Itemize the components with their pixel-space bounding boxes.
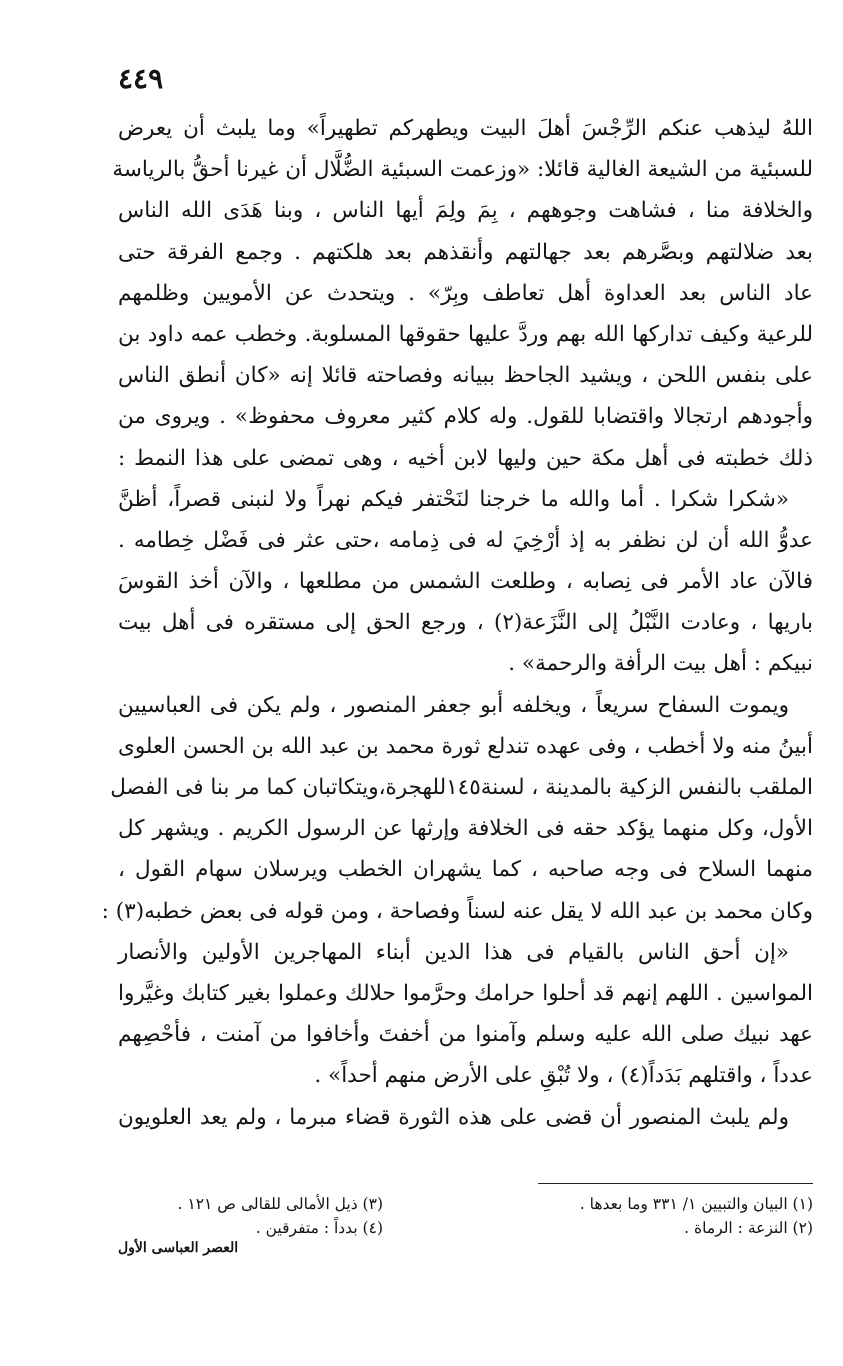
- text-line: وأجودهم ارتجالا واقتضابا للقول. وله كلام كثير معروف محفوظ» . ويروى من: [118, 404, 813, 430]
- text-line: للرعية وكيف تداركها الله بهم وردَّ عليها حقوقها المسلوبة. وخطب عمه داود بن: [118, 321, 813, 347]
- text-line: منهما السلاح فى وجه صاحبه ، كما يشهران الخطب ويرسلان سهام القول ،: [118, 857, 813, 883]
- text-line: على بنفس اللحن ، ويشيد الجاحظ ببيانه وفصاحته قائلا إنه «كان أنطق الناس: [118, 363, 813, 389]
- text-line: للسبئية من الشيعة الغالية قائلا: «وزعمت السبئية الضُّلَّال أن غيرنا أحقُّ بالرياسة: [112, 157, 813, 183]
- quote-line: عدداً ، واقتلهم بَدَداً(٤) ، ولا تُبْقِ على الأرض منهم أحداً» .: [314, 1063, 813, 1089]
- quote-line: عهد نبيك صلى الله عليه وسلم وآمنوا من أخفتَ وأخافوا من آمنت ، فأحْصِهم: [118, 1022, 813, 1048]
- footnote-4: (٤) بدداً : متفرقين .: [255, 1219, 383, 1237]
- quote-line: فالآن عاد الأمر فى نِصابه ، وطلعت الشمس من مطلعها ، والآن أخذ القوسَ: [118, 569, 813, 595]
- text-line: بعد ضلالتهم وبصَّرهم بعد جهالتهم وأنقذهم بعد هلكتهم . وجمع الفرقة حتى: [118, 239, 813, 265]
- quote-line: عدوُّ الله أن لن نظفر به إذ أرْخِيَ له فى ذِمامه ،حتى عثر فى فَضْل خِطامه .: [118, 527, 813, 553]
- text-line: ويموت السفاح سريعاً ، ويخلفه أبو جعفر المنصور ، ولم يكن فى العباسيين: [118, 692, 789, 718]
- page-number: ٤٤٩: [118, 62, 164, 95]
- footnote-3: (٣) ذيل الأمالى للقالى ص ١٢١ .: [177, 1195, 383, 1213]
- footnote-1: (١) البيان والتبيين ١/ ٣٣١ وما بعدها .: [579, 1195, 813, 1213]
- body-text: [101, 108, 813, 1138]
- text-line: وكان محمد بن عبد الله لا يقل عنه لسناً وفصاحة ، ومن قوله فى بعض خطبه(٣) :: [101, 898, 813, 924]
- text-line: الملقب بالنفس الزكية بالمدينة ، لسنة١٤٥للهجرة،ويتكاتبان كما مر بنا فى الفصل: [110, 775, 813, 800]
- quote-line: المواسين . اللهم إنهم قد أحلوا حرامك وحرَّموا حلالك وعملوا بغير كتابك وغيَّروا: [118, 980, 813, 1006]
- text-line: عاد الناس بعد العداوة أهل تعاطف وبِرّ» . ويتحدث عن الأمويين وظلمهم: [118, 280, 813, 306]
- text-line: اللهُ ليذهب عنكم الرِّجْسَ أهلَ البيت ويطهركم تطهيراً» وما يلبث أن يعرض: [118, 116, 813, 141]
- footnote-divider: [538, 1183, 813, 1184]
- text-line: أبينُ منه ولا أخطب ، وفى عهده تندلع ثورة محمد بن عبد الله بن الحسن العلوى: [118, 733, 813, 759]
- text-line: ولم يلبث المنصور أن قضى على هذه الثورة قضاء مبرما ، ولم يعد العلويون: [118, 1104, 789, 1130]
- text-line: ذلك خطبته فى أهل مكة حين وليها لابن أخيه ، وهى تمضى على هذا النمط :: [118, 445, 813, 471]
- text-line: الأول، وكل منهما يؤكد حقه فى الخلافة وإرثها عن الرسول الكريم . ويشهر كل: [118, 816, 813, 842]
- quote-line: نبيكم : أهل بيت الرأفة والرحمة» .: [508, 651, 813, 677]
- quote-line: باريها ، وعادت النَّبْلُ إلى النَّزَعة(٢) ، ورجع الحق إلى مستقره فى أهل بيت: [118, 610, 813, 636]
- quote-line: «إن أحق الناس بالقيام فى هذا الدين أبناء المهاجرين الأولين والأنصار: [118, 939, 789, 965]
- quote-line: «شكرا شكرا . أما والله ما خرجنا لنَحْتفر فيكم نهراً ولا لنبنى قصراً، أظنَّ: [118, 486, 789, 512]
- footnote-2: (٢) النزعة : الرماة .: [684, 1219, 813, 1237]
- running-footer: العصر العباسى الأول: [118, 1240, 239, 1256]
- text-line: والخلافة منا ، فشاهت وجوههم ، بِمَ ولِمَ أيها الناس ، وبنا هَدَى الله الناس: [118, 198, 813, 224]
